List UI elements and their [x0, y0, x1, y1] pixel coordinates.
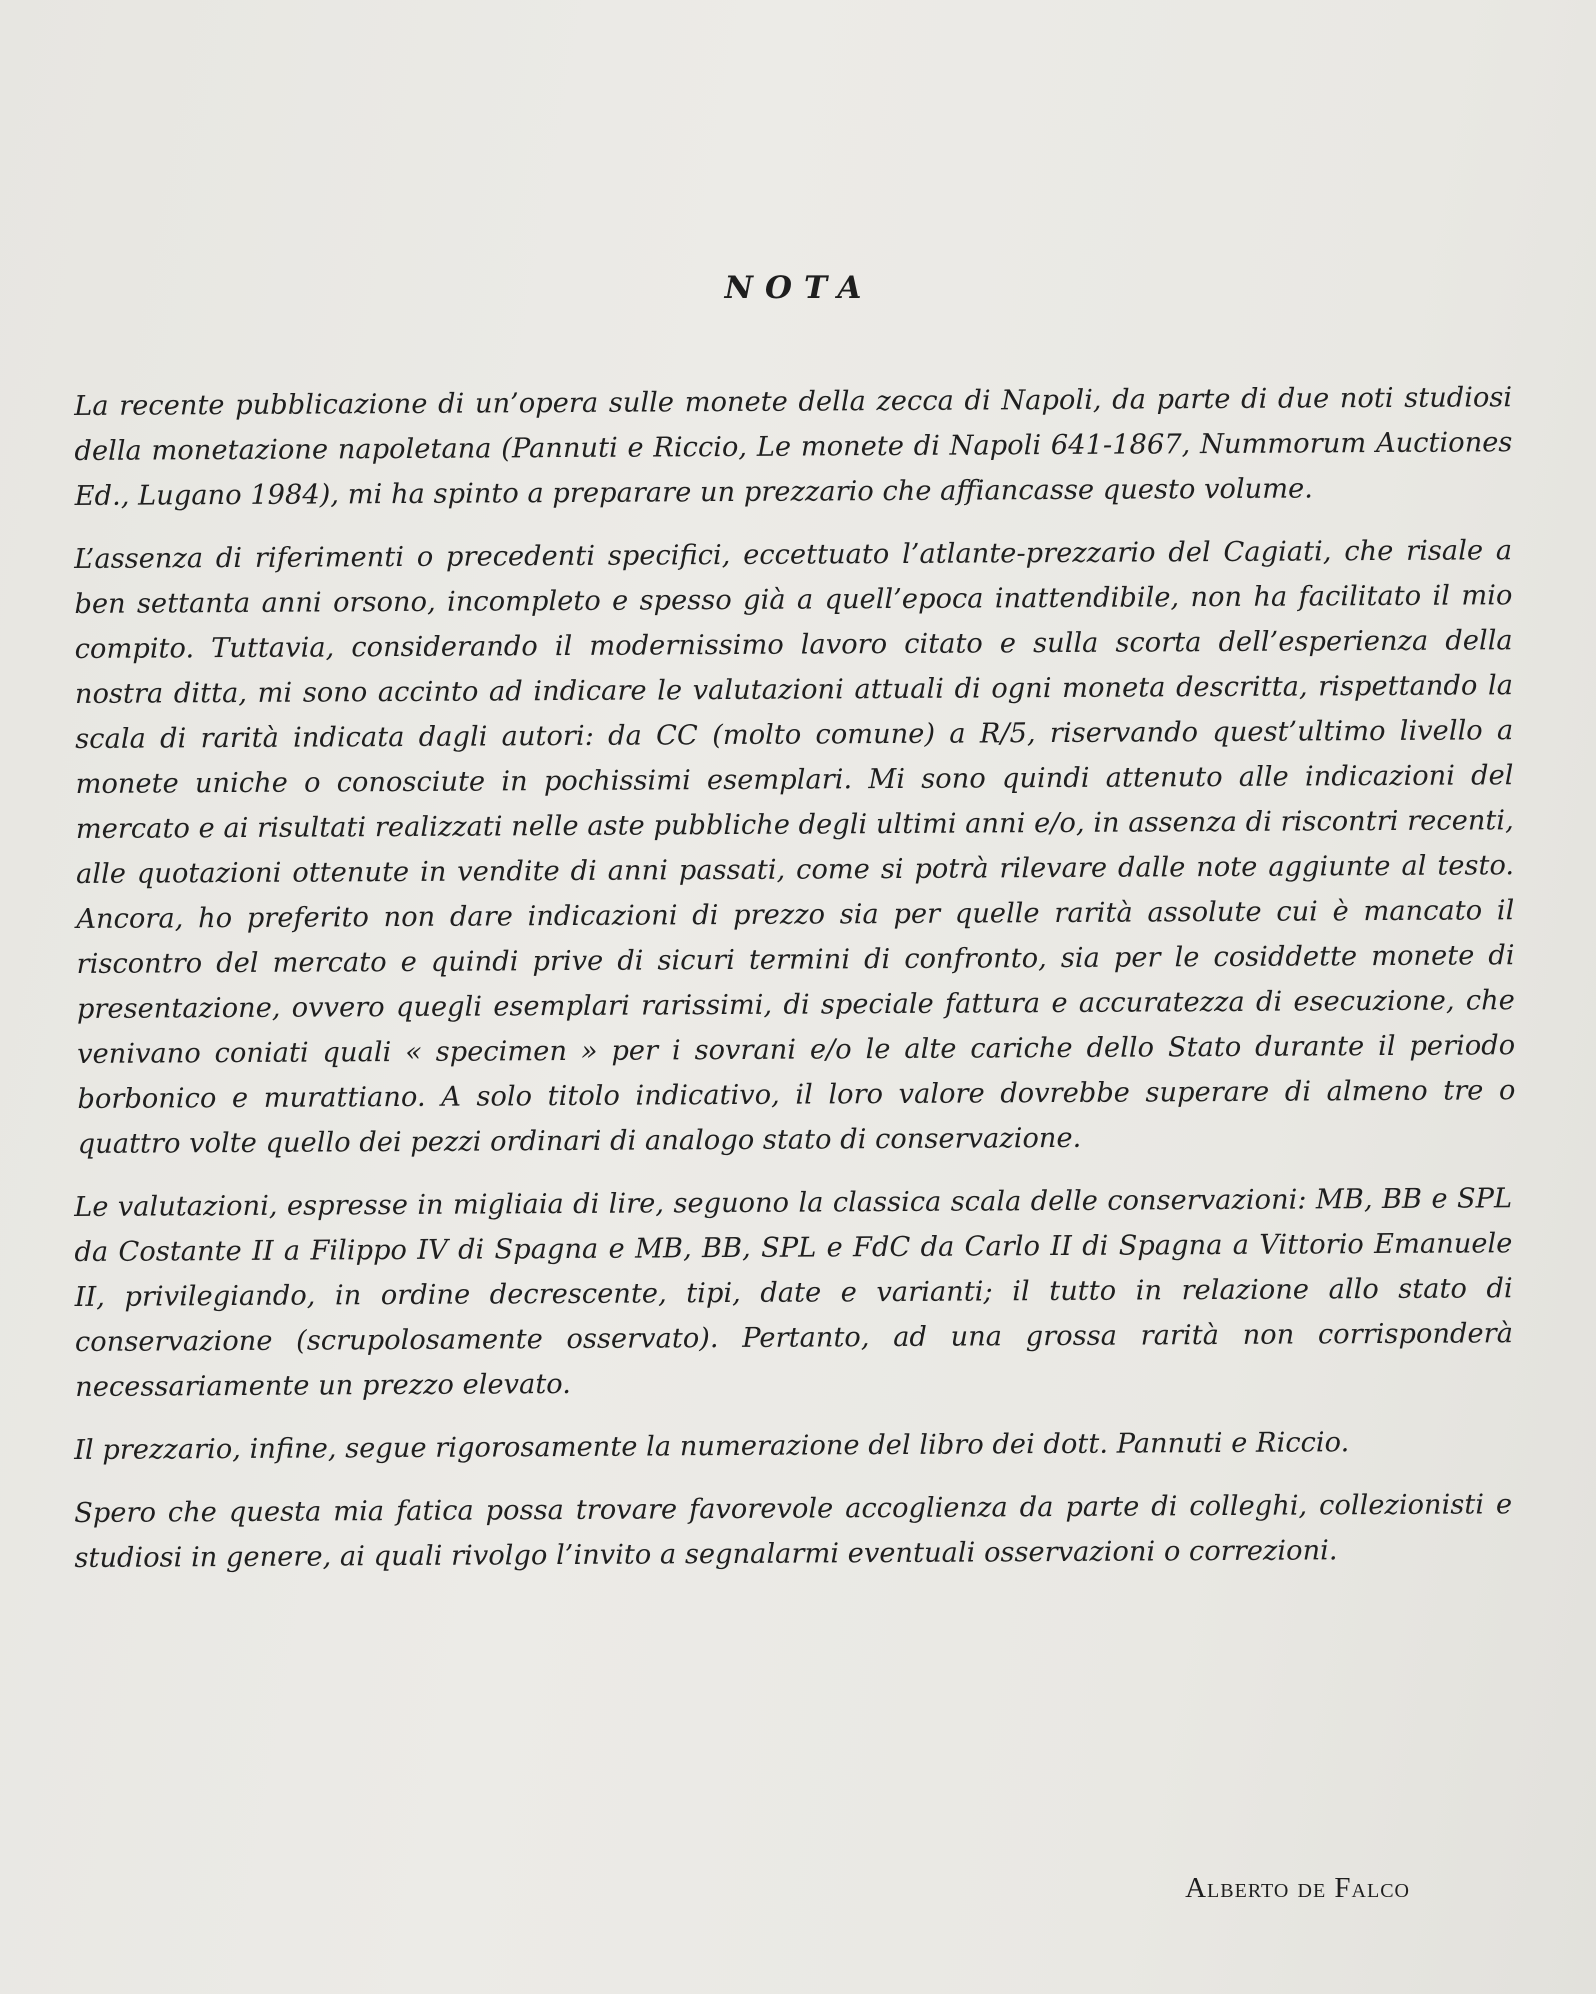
- paragraph-closing: Spero che questa mia fatica possa trovare favorevole accoglienza da parte di colleghi, collezionisti e studiosi in genere, ai quali rivolgo l’invito a segnalarmi eventuali osservazioni o correzioni.: [74, 1489, 1513, 1574]
- paragraph-method: L’assenza di riferimenti o precedenti specifici, eccettuato l’atlante-prezzario del Cagiati, che risale a ben settanta anni orsono, incompleto e spesso già a quell’epoca inattendibile, non ha facilitato il mio compito. Tuttavia, considerando il modernissimo lavoro citato e sulla scorta dell’esperienza della nostra ditta, mi sono accinto ad indicare le valutazioni attuali di ogni moneta descritta, rispettando la scala di rarità indicata dagli autori: da CC (molto comune) a R/5, riservando quest’ultimo livello a monete uniche o conosciute in pochissimi esemplari. Mi sono quindi attenuto alle indicazioni del mercato e ai risultati realizzati nelle aste pubbliche degli ultimi anni e/o, in assenza di riscontri recenti, alle quotazioni ottenute in vendite di anni passati, come si potrà rilevare dalle note aggiunte al testo. Ancora, ho preferito non dare indicazioni di prezzo sia per quelle rarità assolute cui è mancato il riscontro del mercato e quindi prive di sicuri termini di confronto, sia per le cosiddette monete di presentazione, ovvero quegli esemplari rarissimi, di speciale fattura e accuratezza di esecuzione, che venivano coniati quali « specimen » per i sovrani e/o le alte cariche dello Stato durante il periodo borbonico e murattiano. A solo titolo indicativo, il loro valore dovrebbe superare di almeno tre o quattro volte quello dei pezzi ordinari di analogo stato di conservazione.: [74, 535, 1516, 1160]
- author-signature: Alberto de Falco: [1185, 1872, 1410, 1904]
- page-title: NOTA: [724, 270, 874, 306]
- paragraph-numbering: Il prezzario, infine, segue rigorosamente la numerazione del libro dei dott. Pannuti e Riccio.: [74, 1427, 1350, 1466]
- paragraph-valuations: Le valutazioni, espresse in migliaia di lire, seguono la classica scala delle conservazioni: MB, BB e SPL da Costante II a Filippo IV di Spagna e MB, BB, SPL e FdC da Carlo II di Spagna a Vittorio Emanuele II, privilegiando, in ordine decrescente, tipi, date e varianti; il tutto in relazione allo stato di conservazione (scrupolosamente osservato). Pertanto, ad una grossa rarità non corrisponderà necessariamente un prezzo elevato.: [74, 1183, 1514, 1403]
- paragraph-intro: La recente pubblicazione di un’opera sulle monete della zecca di Napoli, da parte di due noti studiosi della monetazione napoletana (Pannuti e Riccio, Le monete di Napoli 641-1867, Nummorum Auctiones Ed., Lugano 1984), mi ha spinto a preparare un prezzario che affiancasse questo volume.: [74, 382, 1513, 512]
